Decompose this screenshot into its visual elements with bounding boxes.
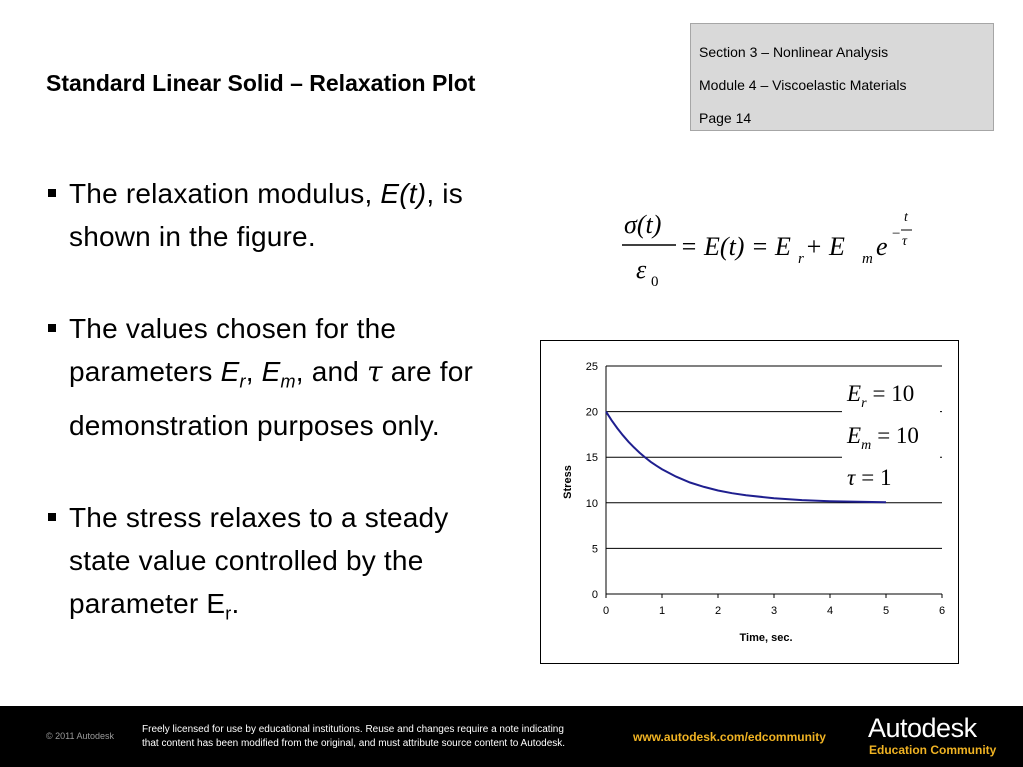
bullet-text: , and (295, 356, 368, 387)
x-tick-label: 0 (602, 605, 610, 617)
bullet-relaxation-modulus (46, 172, 506, 258)
bullet-steady-state (46, 496, 506, 636)
chart-canvas (541, 341, 960, 665)
y-tick-label: 25 (585, 361, 598, 373)
autodesk-logo: Autodesk (868, 713, 977, 743)
bullet-list (46, 172, 506, 635)
relaxation-chart (540, 340, 959, 664)
formula-numerator: σ(t) (624, 210, 662, 239)
copyright-text: © 2011 Autodesk (46, 731, 115, 741)
symbol-er-subscript: r (239, 371, 246, 392)
y-tick-label: 5 (591, 543, 598, 556)
formula-exp-den: τ (902, 234, 908, 249)
slide-title: Standard Linear Solid – Relaxation Plot (46, 70, 476, 96)
page-label: Page 14 (699, 110, 752, 126)
symbol-er: E (220, 356, 240, 387)
section-info-box (690, 23, 994, 131)
x-tick-label: 2 (714, 605, 722, 617)
bullet-text: , is shown in the figure. (69, 178, 463, 252)
formula-rhs: = E(t) = E (680, 232, 791, 261)
bullet-italic-term: E(t) (380, 178, 427, 209)
y-axis-label: Stress (562, 465, 574, 499)
x-tick-label: 5 (882, 605, 890, 617)
symbol-em-subscript: m (280, 371, 296, 392)
bullet-text: The stress relaxes to a steady state value controlled by the parameter E (69, 501, 449, 619)
formula-em-sub: m (862, 251, 873, 267)
bullet-parameters (46, 307, 506, 447)
section-label: Section 3 – Nonlinear Analysis (699, 44, 889, 60)
subscript-r: r (225, 603, 232, 624)
parameter-annotation: $E_m = 10$ (847, 423, 919, 453)
x-tick-label: 3 (770, 605, 778, 617)
formula-epsilon-sub: 0 (651, 274, 659, 290)
bullet-text: The relaxation modulus, (69, 178, 381, 209)
formula-er-sub: r (798, 251, 804, 267)
x-tick-label: 4 (826, 605, 834, 617)
formula-plus-em: + E (805, 232, 845, 261)
formula-exp-minus: − (892, 226, 901, 242)
formula-exp-base: e (876, 232, 888, 261)
symbol-em: E (261, 356, 281, 387)
parameter-annotation: τ = 1 (847, 465, 892, 490)
community-url-link[interactable]: www.autodesk.com/edcommunity (633, 730, 826, 744)
x-axis-label: Time, sec. (739, 632, 793, 644)
bullet-text: The values chosen for the parameters (69, 313, 397, 387)
symbol-tau: τ (367, 355, 383, 388)
y-tick-label: 10 (585, 497, 598, 510)
formula-epsilon: ε (636, 255, 647, 284)
x-tick-label: 1 (658, 605, 666, 617)
bullet-text: . (231, 587, 240, 619)
x-tick-label: 6 (938, 605, 946, 617)
parameter-annotation: $E_r = 10$ (847, 381, 915, 411)
y-tick-label: 20 (585, 406, 598, 419)
footer-bar (0, 706, 1023, 767)
module-label: Module 4 – Viscoelastic Materials (699, 77, 907, 93)
education-community-label: Education Community (869, 743, 997, 757)
relaxation-formula (614, 200, 934, 300)
formula-exp-num: t (904, 210, 908, 225)
y-tick-label: 0 (591, 589, 598, 601)
bullet-text: , (245, 356, 262, 387)
bullet-text: are for demonstration purposes only. (69, 356, 474, 441)
y-tick-label: 15 (585, 452, 598, 465)
license-text: Freely licensed for use by educational institutions. Reuse and changes require a note indicating that content has been modified from the original, and must attribute source content to Autodesk. (142, 724, 566, 749)
